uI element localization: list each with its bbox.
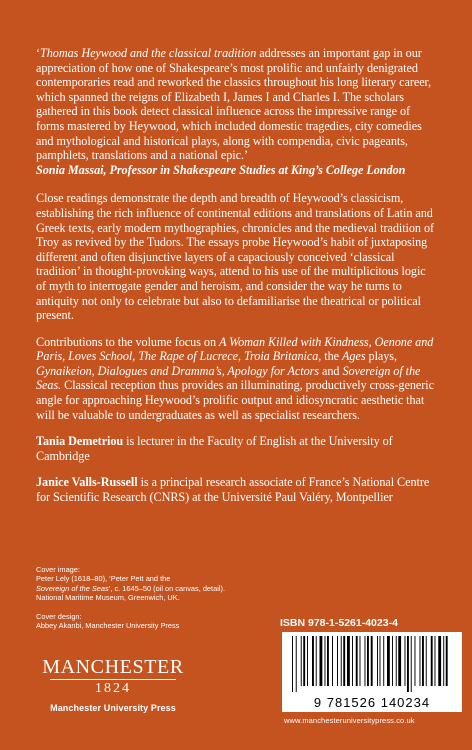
barcode xyxy=(282,632,462,712)
barcode-bar xyxy=(420,636,421,686)
barcode-bar xyxy=(431,636,433,686)
contributions-rest: Classical reception thus provides an illuminating, productively cross-generic angle for approaching Heywood’s prolific output and idiosyncratic aesthetic that will be valuable to undergraduates as well as specialist researchers. xyxy=(36,378,434,422)
contributions-works: A Woman Killed with Kindness, Oenone and Paris, Loves School, The Rape of Lucrece, Troia Britanica, xyxy=(36,334,434,364)
barcode-bar xyxy=(415,636,416,686)
cover-image-credit xyxy=(36,565,246,603)
contributions-paragraph xyxy=(36,335,438,423)
contributions-ages: Ages xyxy=(342,349,366,364)
editor-bio-1 xyxy=(36,434,438,463)
editor-bio-text: is a principal research associate of France’s National Centre for Scientific Research (CNRS) at the Université Paul Valéry, Montpellier xyxy=(36,475,430,505)
cover-design-heading: Cover design: xyxy=(36,611,82,621)
barcode-bar xyxy=(383,636,384,686)
cover-image-line1: Peter Lely (1618–80), ‘Peter Pett and the xyxy=(36,574,171,584)
barcode-bar xyxy=(426,636,427,686)
publisher-url: www.manchesteruniversitypress.co.uk xyxy=(284,716,415,725)
barcode-bar xyxy=(337,636,338,686)
publisher-logo-divider xyxy=(50,679,176,680)
barcode-bar xyxy=(327,636,329,686)
barcode-bar xyxy=(387,636,390,686)
barcode-digits: 9 781526 140234 xyxy=(313,695,431,710)
barcode-bar xyxy=(352,636,353,686)
contributions-sovereign: Sovereign of the Seas. xyxy=(36,363,421,393)
contributions-and: and xyxy=(319,363,343,378)
barcode-bar xyxy=(325,636,326,686)
barcode-bar xyxy=(380,636,381,686)
back-cover-text xyxy=(36,46,438,517)
barcode-bar xyxy=(438,636,441,686)
barcode-bar xyxy=(343,636,345,686)
endorsement-book-title: Thomas Heywood and the classical tradition xyxy=(40,46,257,60)
barcode-bar xyxy=(443,636,444,686)
cover-image-heading: Cover image: xyxy=(36,565,80,574)
barcode-bar xyxy=(320,636,323,686)
contributions-works-2: Gynaikeion, Dialogues and Dramma’s, Apology for Actors xyxy=(36,363,320,378)
editor-name: Tania Demetriou xyxy=(36,434,124,449)
barcode-bars xyxy=(288,636,456,692)
barcode-bar xyxy=(365,636,366,686)
publisher-logo-year: 1824 xyxy=(95,681,131,696)
cover-image-line2: ’, c. 1645–50 (oil on canvas, detail). National Maritime Museum, Greenwich, UK. xyxy=(36,583,225,603)
barcode-bar xyxy=(377,636,378,686)
cover-credits xyxy=(36,565,246,639)
barcode-bar xyxy=(392,636,393,686)
endorsement-attribution: Sonia Massai, Professor in Shakespeare Studies at King’s College London xyxy=(36,162,406,177)
cover-designer: Abbey Akanbi, Manchester University Press xyxy=(36,621,180,631)
barcode-bar xyxy=(292,636,293,692)
back-cover-footer xyxy=(36,565,456,740)
barcode-bar xyxy=(347,636,350,686)
barcode-bar xyxy=(411,636,412,692)
publisher-name: Manchester University Press xyxy=(50,703,176,713)
endorsement-paragraph: ‘Thomas Heywood and the classical tradition addresses an important gap in our appreciation of how one of Shakespeare’s most prolific and unfairly denigrated contemporaries read and reworked the classics throughout his long literary career, which spanned the reigns of Elizabeth I, James I and Charles I. The scholars gathered in this book detect classical influence across the impressive range of forms mastered by Heywood, which included domestic tragedies, city comedies and mythological and historical plays, along with compendia, civic pageants, pamphlets, translations and a national epic.’ Sonia Massai, Professor in Shakespeare Studies at King’s College London xyxy=(36,46,432,177)
description-paragraph: Close readings demonstrate the depth and breadth of Heywood’s classicism, establishing the rich influence of continental editions and translations of Latin and Greek texts, early modern mythographies, chronicles and the medieval tradition of Troy as revived by the Tudors. The essays probe Heywood’s habit of juxtaposing different and often disjunctive layers of a capaciously conceived ‘classical tradition’ in thought-provoking ways, attend to his use of the multiplicitous logic of myth to interrogate gender and heroism, and consider the way he turns to antiquity not only to celebrate but also to defamiliarise the theatrical or political present. xyxy=(36,191,435,323)
barcode-bar xyxy=(422,636,424,686)
barcode-bar xyxy=(407,636,409,692)
barcode-bar xyxy=(360,636,361,686)
barcode-bar xyxy=(435,636,436,686)
editor-bio-2 xyxy=(36,475,438,504)
barcode-bar xyxy=(446,636,448,686)
publisher-logo-word: MANCHESTER xyxy=(42,656,184,678)
barcode-bar xyxy=(371,636,373,686)
barcode-bar xyxy=(398,636,401,686)
endorsement-text: addresses an important gap in our appreciation of how one of Shakespeare’s most prolific and unfairly denigrated contemporaries read and reworked the classics throughout his long literary career, which spanned the reigns of Elizabeth I, James I and Charles I. The scholars gathered in this book detect classical influence across the impressive range of forms mastered by Heywood, which included domestic tragedies, city comedies and mythological and historical plays, along with compendia, civic pageants, pamphlets, translations and a national epic.’ xyxy=(36,46,432,163)
contributions-intro: Contributions to the volume focus on xyxy=(36,334,219,349)
barcode-bar xyxy=(316,636,317,686)
barcode-bar xyxy=(356,636,358,686)
barcode-bar xyxy=(396,636,397,686)
barcode-bar xyxy=(303,636,305,686)
isbn-block xyxy=(272,617,472,725)
barcode-bar xyxy=(296,636,297,692)
cover-image-title: Sovereign of the Seas xyxy=(36,583,109,593)
barcode-bar xyxy=(341,636,342,686)
barcode-bar xyxy=(367,636,369,686)
barcode-bar xyxy=(307,636,308,686)
editor-bio-text: is lecturer in the Faculty of English at the University of Cambridge xyxy=(36,434,393,463)
isbn-label: ISBN 978-1-5261-4023-4 xyxy=(280,617,398,629)
publisher-logo xyxy=(38,657,188,713)
barcode-bar xyxy=(405,636,406,686)
cover-design-credit xyxy=(36,612,246,631)
contributions-the: the xyxy=(321,349,343,364)
barcode-bar xyxy=(332,636,333,686)
contributions-plays: plays, xyxy=(365,349,398,364)
barcode-bar xyxy=(312,636,314,686)
barcode-bar xyxy=(301,636,302,686)
editor-name: Janice Valls-Russell xyxy=(36,475,138,490)
